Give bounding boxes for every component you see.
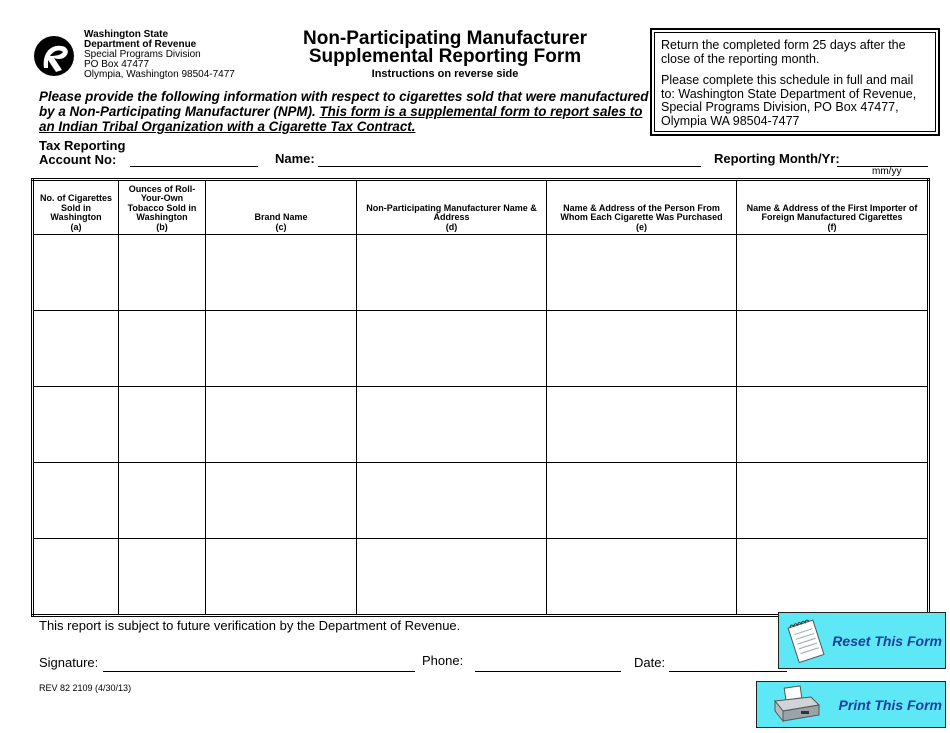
table-cell[interactable]	[547, 387, 737, 463]
table-cell[interactable]	[206, 463, 357, 539]
agency-block	[84, 30, 235, 80]
intro-underlined-text: This form is a supplemental form to report sales to an Indian Tribal Organization with a Cigarette Tax Contract.	[39, 104, 643, 134]
table-cell[interactable]	[33, 311, 119, 387]
agency-address-line1: Special Programs Division	[84, 49, 201, 60]
table-row	[33, 235, 929, 311]
date-field[interactable]	[669, 660, 787, 672]
column-header-b: Ounces of Roll-Your-Own Tobacco Sold in Washington (b)	[119, 180, 206, 235]
table-cell[interactable]	[357, 311, 547, 387]
column-header-a: No. of Cigarettes Sold in Washington (a)	[33, 180, 119, 235]
table-cell[interactable]	[206, 539, 357, 616]
agency-name-line2: Department of Revenue	[84, 39, 197, 50]
table-cell[interactable]	[547, 463, 737, 539]
table-cell[interactable]	[206, 235, 357, 311]
notepad-icon	[787, 617, 827, 665]
name-label: Name:	[275, 151, 315, 166]
table-cell[interactable]	[357, 539, 547, 616]
return-instructions-box	[650, 28, 940, 136]
table-cell[interactable]	[737, 235, 929, 311]
table-row	[33, 463, 929, 539]
table-row	[33, 387, 929, 463]
signature-field[interactable]	[103, 660, 415, 672]
table-cell[interactable]	[119, 539, 206, 616]
agency-name-line1: Washington State	[84, 29, 169, 40]
name-field[interactable]	[318, 154, 701, 167]
table-cell[interactable]	[547, 235, 737, 311]
column-header-f: Name & Address of the First Importer of Foreign Manufactured Cigarettes (f)	[737, 180, 929, 235]
form-title-line1: Non-Participating Manufacturer	[303, 28, 587, 49]
table-row	[33, 311, 929, 387]
table-cell[interactable]	[357, 235, 547, 311]
table-cell[interactable]	[119, 235, 206, 311]
department-logo	[32, 34, 78, 78]
printer-icon	[771, 685, 821, 725]
reporting-month-label: Reporting Month/Yr:	[714, 151, 840, 166]
column-header-d: Non-Participating Manufacturer Name & Address (d)	[357, 180, 547, 235]
table-cell[interactable]	[33, 463, 119, 539]
table-cell[interactable]	[206, 387, 357, 463]
table-cell[interactable]	[737, 387, 929, 463]
reset-form-label: Reset This Form	[832, 632, 942, 649]
table-cell[interactable]	[357, 463, 547, 539]
reset-form-button[interactable]	[778, 612, 946, 669]
table-cell[interactable]	[737, 463, 929, 539]
table-cell[interactable]	[119, 311, 206, 387]
account-label-line1: Tax Reporting	[39, 138, 126, 153]
table-cell[interactable]	[737, 539, 929, 616]
table-cell[interactable]	[737, 311, 929, 387]
form-title	[270, 30, 620, 66]
return-instructions-line2: Please complete this schedule in full and mail to: Washington State Department of Revenue, Special Programs Division, PO Box 47477, Olympia WA 98504-7477	[661, 73, 917, 128]
table-cell[interactable]	[357, 387, 547, 463]
table-cell[interactable]	[547, 539, 737, 616]
sales-table	[31, 178, 930, 617]
table-cell[interactable]	[119, 463, 206, 539]
intro-paragraph	[39, 89, 649, 134]
print-form-label: Print This Form	[838, 696, 942, 713]
form-title-line2: Supplemental Reporting Form	[308, 46, 582, 67]
table-cell[interactable]	[33, 387, 119, 463]
table-cell[interactable]	[119, 387, 206, 463]
account-label	[39, 139, 125, 167]
table-header-row	[33, 180, 929, 235]
column-header-c: Brand Name (c)	[206, 180, 357, 235]
column-header-e: Name & Address of the Person From Whom Each Cigarette Was Purchased (e)	[547, 180, 737, 235]
signature-label: Signature:	[39, 655, 99, 670]
print-form-button[interactable]	[756, 681, 946, 728]
table-row	[33, 539, 929, 616]
return-instructions-line1: Return the completed form 25 days after the close of the reporting month.	[661, 38, 906, 66]
verification-note: This report is subject to future verification by the Department of Revenue.	[39, 618, 461, 633]
date-label: Date:	[634, 655, 666, 670]
phone-label: Phone:	[422, 653, 464, 668]
account-label-line2: Account No:	[39, 152, 117, 167]
agency-address-line3: Olympia, Washington 98504-7477	[84, 69, 235, 80]
agency-address-line2: PO Box 47477	[84, 59, 150, 70]
reporting-month-hint: mm/yy	[872, 166, 902, 177]
table-cell[interactable]	[547, 311, 737, 387]
table-cell[interactable]	[33, 235, 119, 311]
account-number-field[interactable]	[130, 154, 258, 167]
phone-field[interactable]	[475, 660, 621, 672]
form-subtitle: Instructions on reverse side	[371, 68, 519, 80]
intro-text: Please provide the following information with respect to cigarettes sold that were manufactured by a Non-Participating Manufacturer (NPM).	[39, 89, 649, 119]
table-cell[interactable]	[33, 539, 119, 616]
table-cell[interactable]	[206, 311, 357, 387]
form-revision-code: REV 82 2109 (4/30/13)	[39, 683, 132, 693]
